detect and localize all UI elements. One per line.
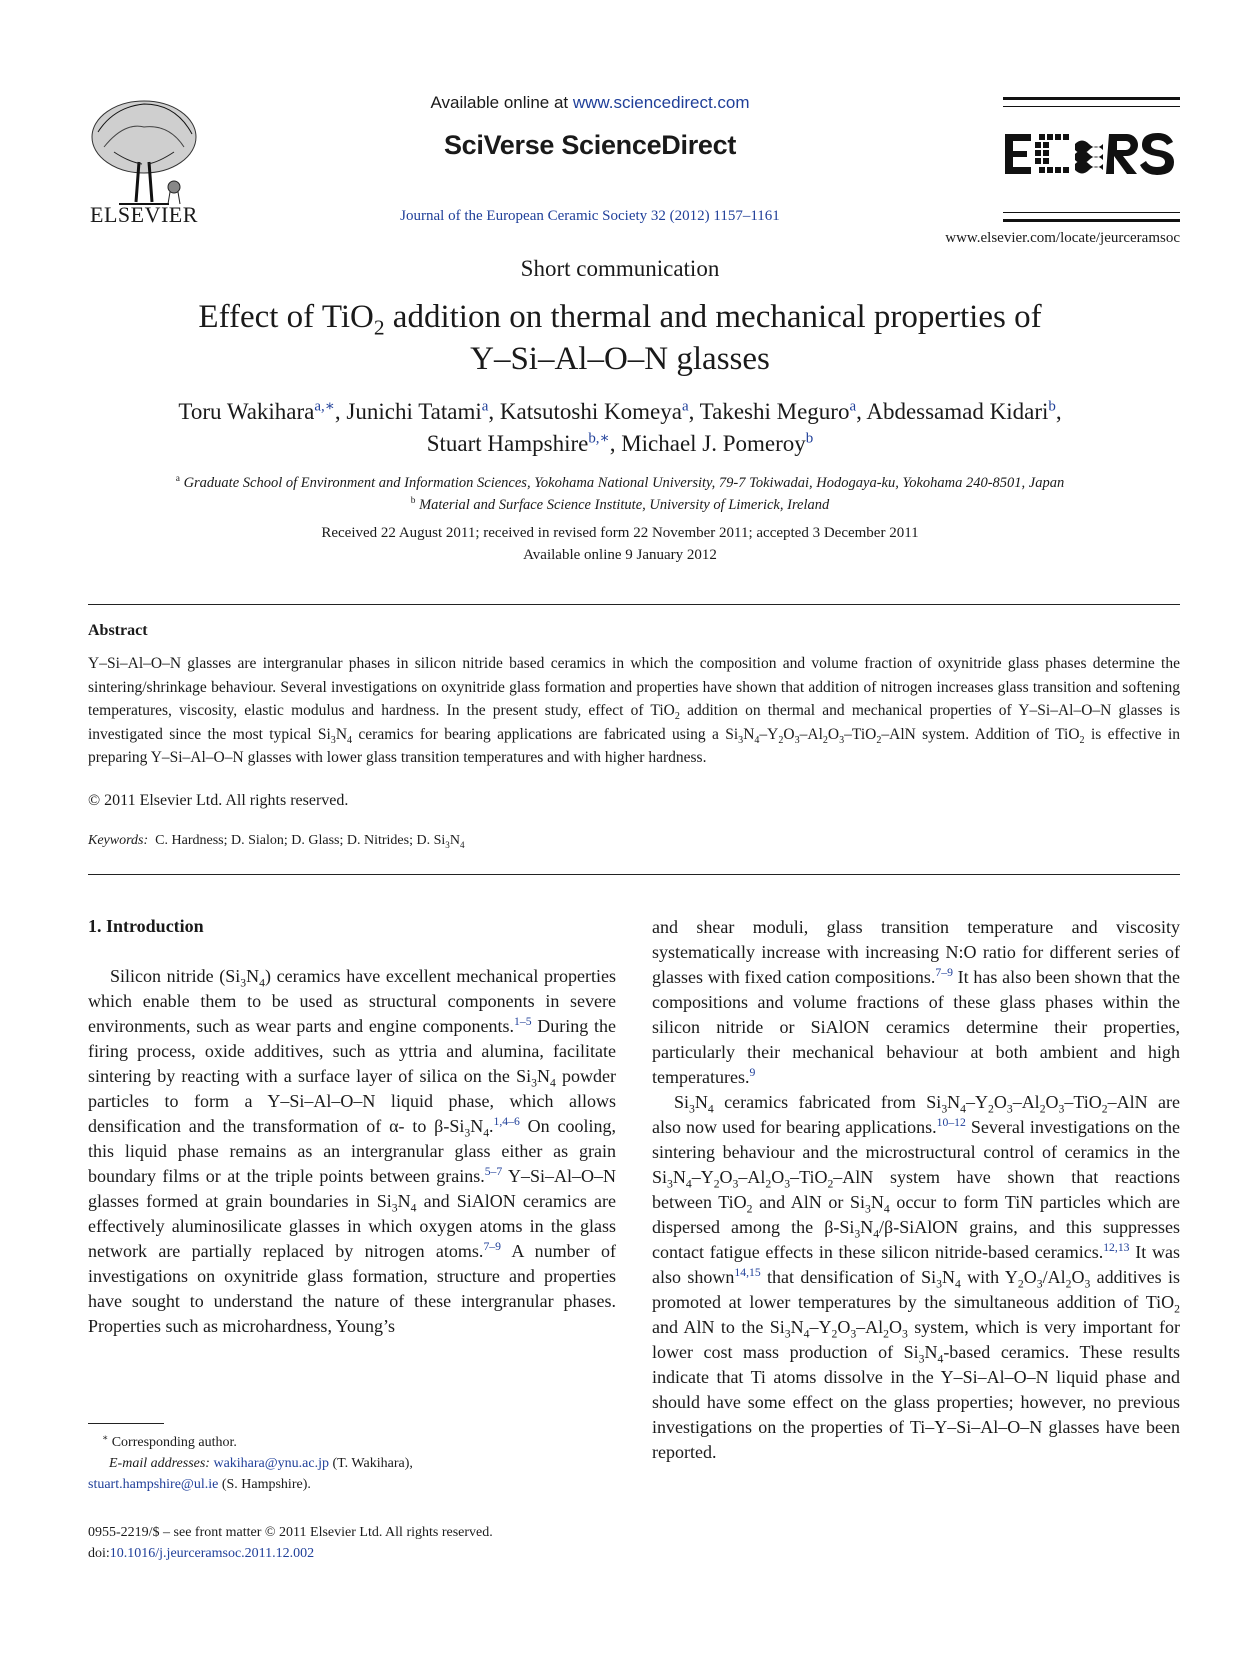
title-subscript: 2 [373, 315, 385, 340]
author-affiliation-mark[interactable]: b [1048, 398, 1056, 415]
author-separator: , [334, 399, 347, 424]
society-logo-rule-top [1003, 97, 1180, 107]
doi-label: doi: [88, 1546, 110, 1561]
ecers-society-logo [1003, 130, 1180, 178]
author-separator: , [856, 399, 867, 424]
journal-reference-link[interactable]: Journal of the European Ceramic Society 32 (2012) 1157–1161 [400, 208, 780, 224]
body-column-left [88, 964, 616, 1339]
paragraph: $Si_3N_4$ ceramics fabricated from $Si_3N_4-Y_2O_3-Al_2O_3-TiO_2$–AlN are also now used for bearing applications.$^{10-12}$ Several investigations on the sintering behaviour and the microstructural control of ceramics in the $Si_3N_4-Y_2O_3-Al_2O_3-TiO_2$–AlN system have shown that reactions between TiO$_2$ and AlN or $Si_3N_4$ occur to form TiN particles which are dispersed among the $\beta-Si_3N_4/\beta$-SiAlON grains, and this suppresses contact fatigue effects in these silicon nitride-based ceramics.$^{12,13}$ It was also shown$^{14,15}$ that densification of $Si_3N_4$ with $Y_2O_3/Al_2O_3$ additives is promoted at lower temperatures by the simultaneous addition of TiO$_2$ and AlN to the $Si_3N_4-Y_2O_3-Al_2O_3$ system, which is very important for lower cost mass production of $Si_3N_4$-based ceramics. These results indicate that Ti atoms dissolve in the Y–Si–Al–O–N liquid phase and should have some effect on the glass properties; however, no previous investigations on the properties of Ti–Y–Si–Al–O–N glasses have been reported. [652, 1092, 1181, 1462]
author-separator: , [488, 399, 500, 424]
article-title [140, 296, 1100, 380]
author-affiliation-mark[interactable]: a [681, 398, 689, 415]
body-column-right [652, 915, 1180, 1465]
journal-homepage-link[interactable]: www.elsevier.com/locate/jeurceramsoc [945, 230, 1180, 246]
author-name: Katsutoshi Komeya [499, 399, 682, 424]
citation-link[interactable]: 7–9 [935, 966, 953, 979]
section-heading-introduction: 1. Introduction [88, 916, 204, 936]
affiliation-mark: b [410, 496, 416, 507]
author-separator: , [688, 399, 700, 424]
affiliation-a [80, 472, 1160, 494]
keywords-list: C. Hardness; D. Sialon; D. Glass; D. Nitrides; D. Si [155, 833, 446, 848]
affiliation-b [80, 494, 1160, 516]
keywords: Keywords: C. Hardness; D. Sialon; D. Glass; D. Nitrides; D. $Si_3N_4$ [88, 833, 465, 850]
author-affiliation-mark[interactable]: a,∗ [314, 398, 335, 415]
affiliation-text: Material and Surface Science Institute, University of Limerick, Ireland [419, 497, 830, 513]
email-label: E-mail addresses: [109, 1456, 210, 1471]
email-owner: (T. Wakihara), [328, 1456, 413, 1471]
platform-logo-text: SciVerse ScienceDirect [443, 130, 737, 160]
author-name: Toru Wakihara [178, 399, 315, 424]
article-type: Short communication [520, 256, 720, 281]
citation-link[interactable]: 1,4–6 [493, 1115, 520, 1128]
citation-link[interactable]: 12,13 [1103, 1241, 1130, 1254]
title-line2: Y–Si–Al–O–N glasses [470, 341, 770, 377]
corresponding-author-label: Corresponding author. [111, 1435, 237, 1450]
publisher-name: ELSEVIER [90, 202, 198, 227]
email-link-wakihara[interactable]: wakihara@ynu.ac.jp [213, 1456, 329, 1471]
author-affiliation-mark[interactable]: b,∗ [588, 430, 610, 447]
author-name: Stuart Hampshire [426, 431, 589, 456]
corresponding-author-footnote: ∗ Corresponding author. E-mail addresses: wakihara@ynu.ac.jp (T. Wakihara), stuart.hampshire@ul.ie (S. Hampshire). [88, 1432, 413, 1492]
author-name: Takeshi Meguro [699, 399, 850, 424]
author-affiliation-mark[interactable]: a [481, 398, 489, 415]
paragraph: and shear moduli, glass transition temperature and viscosity systematically increase with increasing N:O ratio for different series of glasses with fixed cation compositions.$^{7-9}$ It has also been shown that the compositions and volume fractions of these glass phases within the silicon nitride or SiAlON ceramics determine their properties, particularly their mechanical behaviour at both ambient and high temperatures.$^9$ [652, 917, 1180, 1087]
author-separator: , [609, 431, 622, 456]
author-affiliation-mark[interactable]: a [849, 398, 857, 415]
title-part1: Effect of TiO [198, 299, 374, 335]
article-history [80, 522, 1160, 566]
divider-top [88, 604, 1180, 605]
citation-link[interactable]: 10–12 [936, 1116, 966, 1129]
issn-line: 0955-2219/$ – see front matter © 2011 Elsevier Ltd. All rights reserved. [88, 1525, 493, 1540]
citation-link[interactable]: 7–9 [483, 1240, 501, 1253]
divider-bottom [88, 874, 1180, 875]
abstract-text: Y–Si–Al–O–N glasses are intergranular phases in silicon nitride based ceramics in which the composition and volume fraction of oxynitride glass phases determine the sintering/shrinkage behaviour. Several investigations on oxynitride glass formation and properties have shown that addition of nitrogen increases glass transition and softening temperatures, viscosity, elastic modulus and hardness. In the present study, effect of TiO$_2$ addition on thermal and mechanical properties of Y–Si–Al–O–N glasses is investigated since the most typical $Si_3N_4$ ceramics for bearing applications are fabricated using a $Si_3N_4-Y_2O_3-Al_2O_3-TiO_2$–AlN system. Addition of TiO$_2$ is effective in preparing Y–Si–Al–O–N glasses with lower glass transition temperatures and with higher hardness. [88, 655, 1181, 766]
affiliation-text: Graduate School of Environment and Information Sciences, Yokohama National University, 79-7 Tokiwadai, Hodogaya-ku, Yokohama 240-8501, Japan [183, 475, 1065, 491]
society-logo-rule-bottom [1003, 212, 1180, 222]
author-name: Abdessamad Kidari [866, 399, 1049, 424]
citation-link[interactable]: 5–7 [484, 1165, 503, 1178]
available-online-date: Available online 9 January 2012 [523, 547, 717, 563]
abstract-copyright: © 2011 Elsevier Ltd. All rights reserved. [88, 792, 349, 809]
available-online-line [380, 93, 800, 113]
author-affiliation-mark[interactable]: b [805, 430, 814, 447]
paragraph: Silicon nitride $(Si_3N_4)$ ceramics have excellent mechanical properties which enable them to be used as structural components in severe environments, such as wear parts and engine components.$^{1-5}$ During the firing process, oxide additives, such as yttria and alumina, facilitate sintering by reacting with a surface layer of silica on the $Si_3N_4$ powder particles to form a Y–Si–Al–O–N liquid phase, which allows densification and the transformation of α- to $\beta-Si_3N_4.^{1,4-6}$ On cooling, this liquid phase remains as an intergranular glass either as grain boundary films or at the triple points between grains.$^{5-7}$ Y–Si–Al–O–N glasses formed at grain boundaries in $Si_3N_4$ and SiAlON ceramics are effectively aluminosilicate glasses in which oxygen atoms in the glass network are partially replaced by nitrogen atoms.$^{7-9}$ A number of investigations on oxynitride glass formation, structure and properties have sought to understand the nature of these intergranular phases. Properties such as microhardness, Young’s [88, 966, 616, 1336]
keywords-label: Keywords: [88, 833, 149, 848]
sciencedirect-link[interactable]: www.sciencedirect.com [572, 93, 750, 112]
email-link-hampshire[interactable]: stuart.hampshire@ul.ie [88, 1477, 219, 1492]
citation-link[interactable]: 9 [749, 1066, 756, 1079]
citation-link[interactable]: 14,15 [734, 1266, 761, 1279]
author-separator: , [1055, 399, 1062, 424]
author-list [80, 396, 1160, 460]
received-dates: Received 22 August 2011; received in revised form 22 November 2011; accepted 3 December 2011 [321, 525, 919, 541]
title-part2: addition on thermal and mechanical properties of [384, 299, 1042, 335]
affiliations [80, 472, 1160, 516]
available-online-prefix: Available online at [430, 93, 573, 112]
abstract-heading: Abstract [88, 622, 148, 639]
affiliation-mark: a [175, 474, 180, 485]
front-matter [88, 1522, 616, 1564]
author-name: Junichi Tatami [346, 399, 482, 424]
author-name: Michael J. Pomeroy [621, 431, 806, 456]
footnote-rule [88, 1423, 164, 1424]
email-owner: (S. Hampshire). [218, 1477, 311, 1492]
doi-link[interactable]: 10.1016/j.jeurceramsoc.2011.12.002 [109, 1546, 315, 1561]
citation-link[interactable]: 1–5 [514, 1015, 532, 1028]
